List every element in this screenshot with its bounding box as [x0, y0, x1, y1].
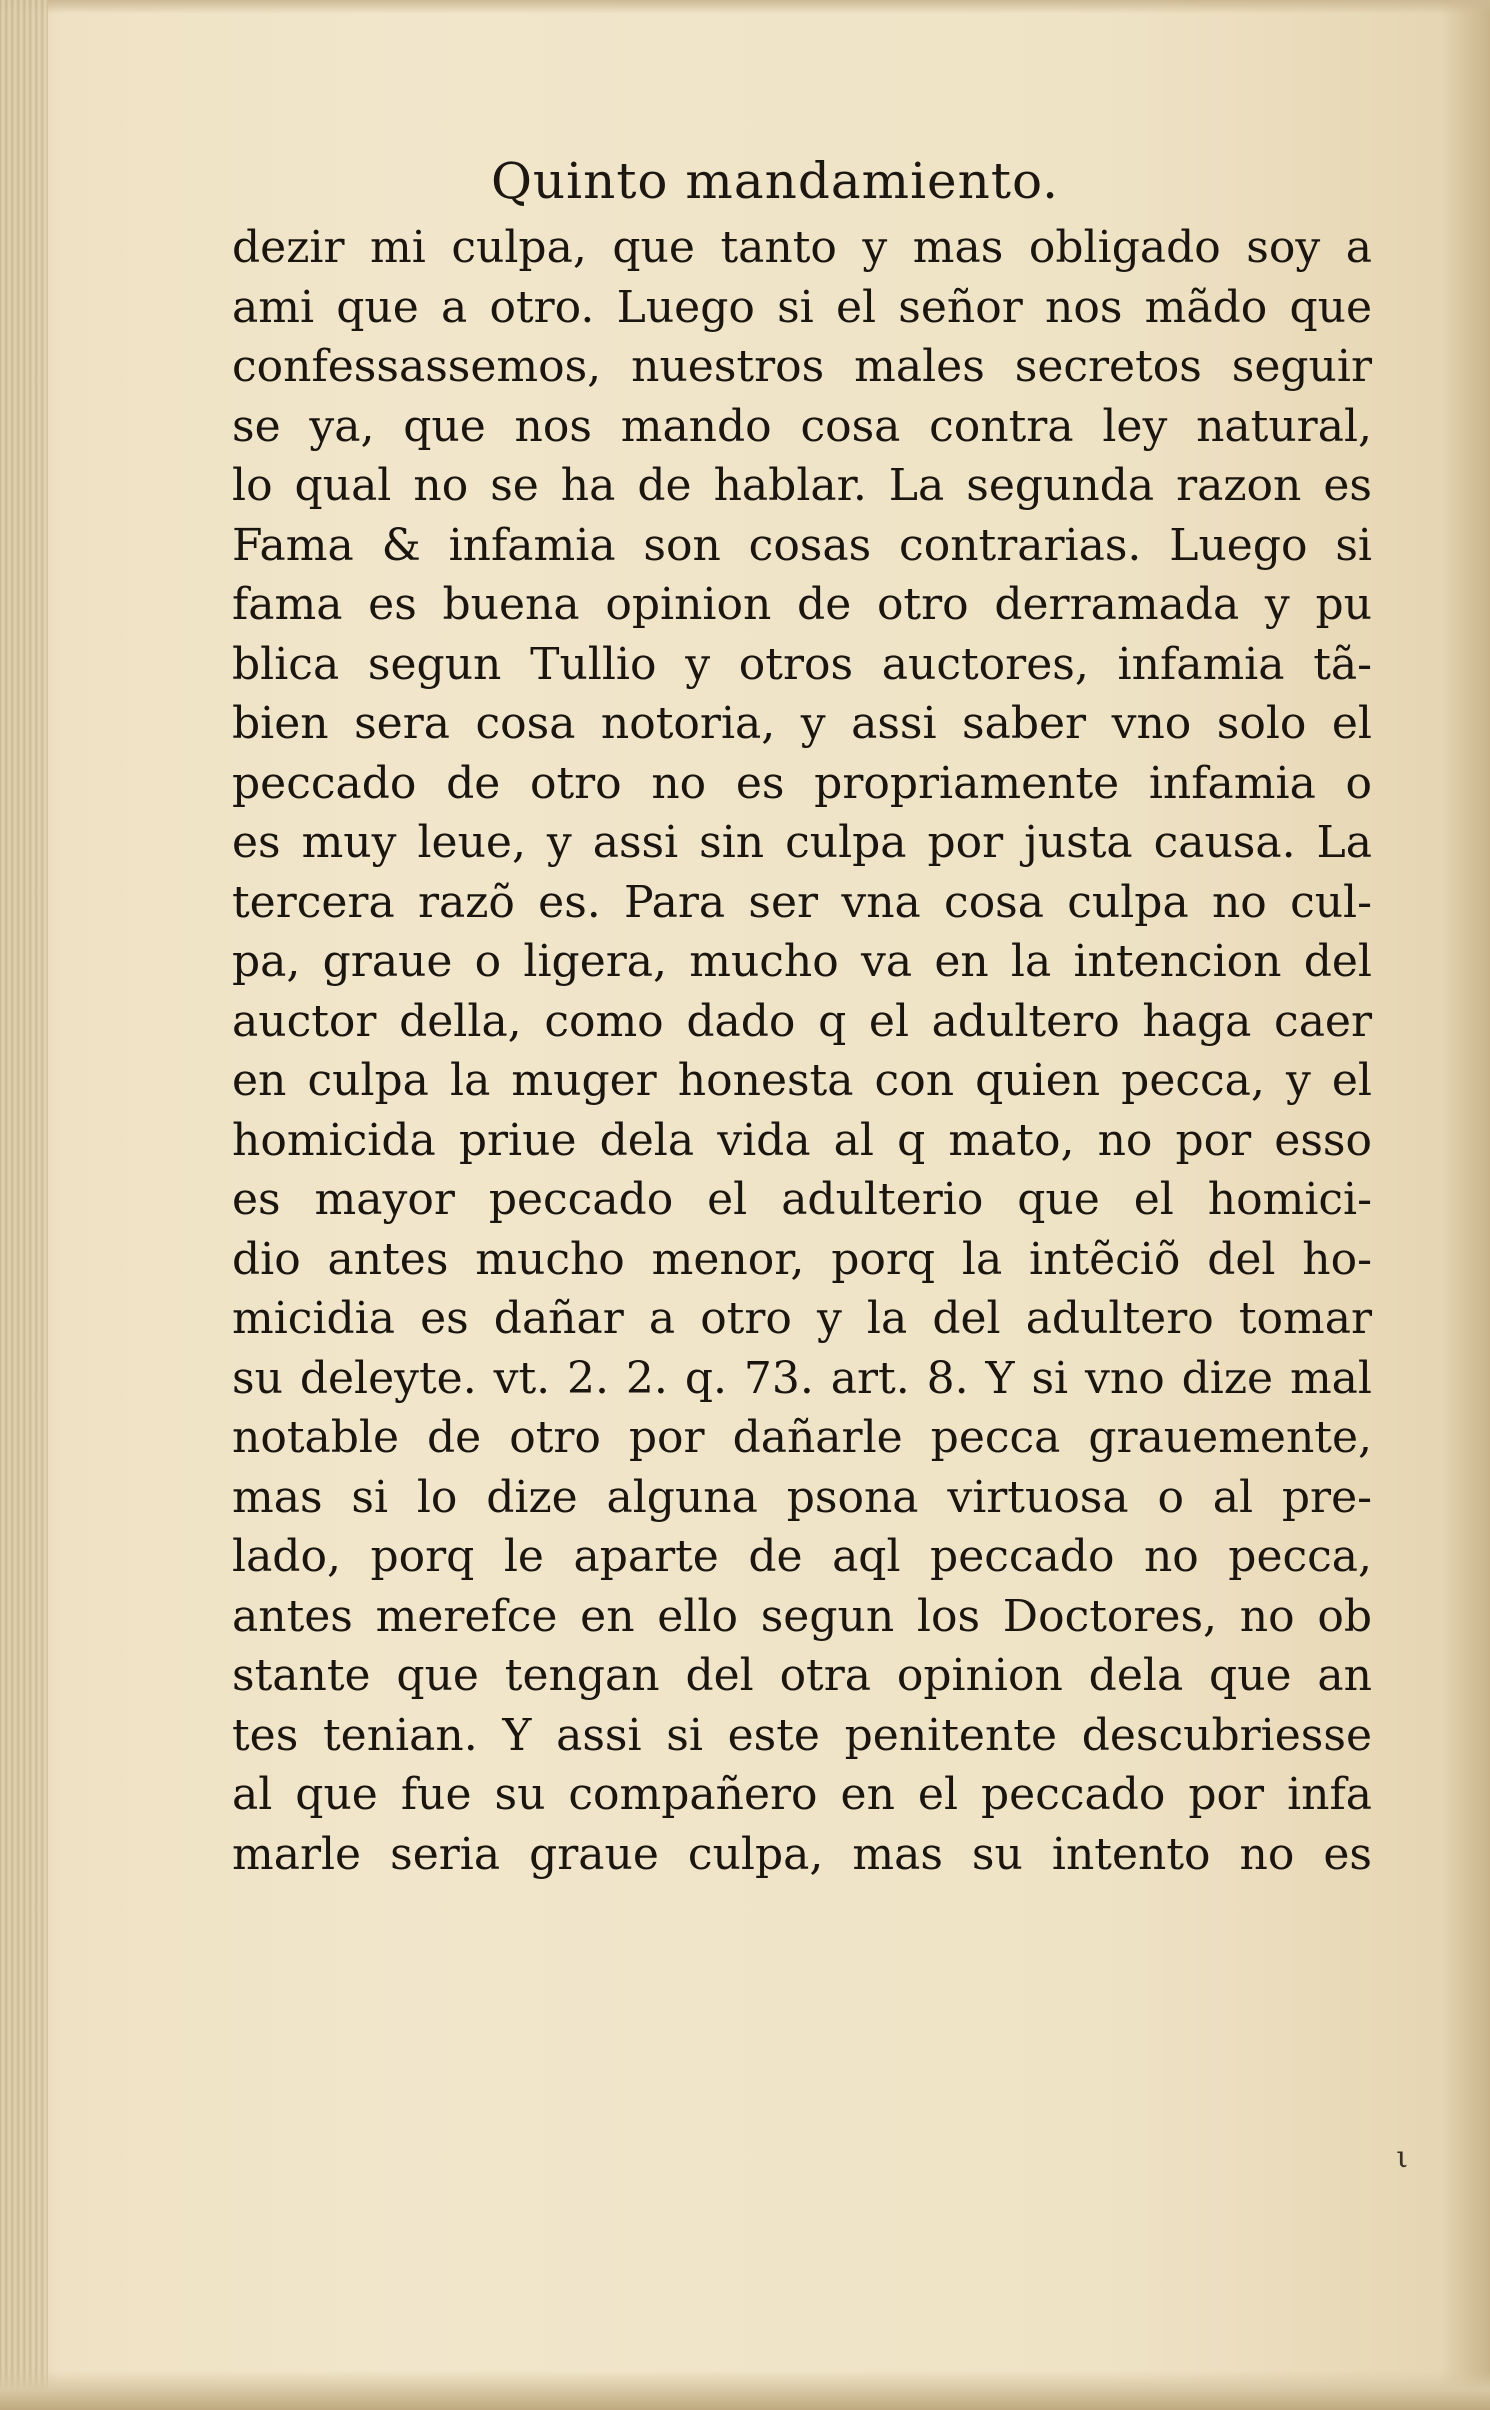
- text-line: notable de otro por dañarle pecca grauemente,: [232, 1412, 1372, 1463]
- text-line: en culpa la muger honesta con quien pecca, y el: [232, 1055, 1372, 1106]
- page-top-edge: [0, 0, 1490, 14]
- text-line: lado, porq le aparte de aql peccado no pecca,: [232, 1531, 1372, 1582]
- text-line: marle seria graue culpa, mas su intento no es: [232, 1828, 1372, 1880]
- text-line: pa, graue o ligera, mucho va en la intencion del: [232, 936, 1372, 987]
- text-line: al que fue su compañero en el peccado por infa: [232, 1769, 1372, 1820]
- running-head-text: Quinto mandamiento.: [490, 152, 1060, 210]
- running-head: [0, 152, 1490, 210]
- text-line: stante que tengan del otra opinion dela que an: [232, 1650, 1372, 1701]
- text-line: confessassemos, nuestros males secretos seguir: [232, 341, 1372, 392]
- text-line: su deleyte. vt. 2. 2. q. 73. art. 8. Y si vno dize mal: [232, 1352, 1372, 1404]
- text-line: es muy leue, y assi sin culpa por justa causa. La: [232, 817, 1372, 868]
- text-line: auctor della, como dado q el adultero haga caer: [232, 995, 1372, 1047]
- text-line: peccado de otro no es propriamente infamia o: [232, 757, 1372, 809]
- text-line: se ya, que nos mando cosa contra ley natural,: [232, 400, 1372, 452]
- text-line: fama es buena opinion de otro derramada y pu: [232, 579, 1372, 630]
- text-line: mas si lo dize alguna psona virtuosa o al pre-: [232, 1471, 1372, 1523]
- text-line: homicida priue dela vida al q mato, no por esso: [232, 1114, 1372, 1166]
- body-text: [232, 218, 1372, 1884]
- page-left-edge: [0, 0, 48, 2410]
- text-line: blica segun Tullio y otros auctores, infamia tã-: [232, 638, 1372, 690]
- text-line: lo qual no se ha de hablar. La segunda razon es: [232, 460, 1372, 511]
- page-bottom-edge: [0, 2370, 1490, 2410]
- text-line: es mayor peccado el adulterio que el homici-: [232, 1174, 1372, 1225]
- text-line: ami que a otro. Luego si el señor nos mãdo que: [232, 281, 1372, 333]
- text-line: tes tenian. Y assi si este penitente descubriesse: [232, 1709, 1372, 1761]
- text-line: dio antes mucho menor, porq la intẽciõ del ho-: [232, 1233, 1372, 1285]
- text-line: micidia es dañar a otro y la del adultero tomar: [232, 1293, 1372, 1344]
- text-line: antes merefce en ello segun los Doctores, no ob: [232, 1590, 1372, 1642]
- text-line: tercera razõ es. Para ser vna cosa culpa no cul-: [232, 876, 1372, 928]
- text-line: bien sera cosa notoria, y assi saber vno solo el: [232, 698, 1372, 749]
- margin-mark: ι: [1396, 2140, 1408, 2175]
- text-line: Fama & infamia son cosas contrarias. Luego si: [232, 519, 1372, 571]
- text-line: dezir mi culpa, que tanto y mas obligado soy a: [232, 222, 1372, 273]
